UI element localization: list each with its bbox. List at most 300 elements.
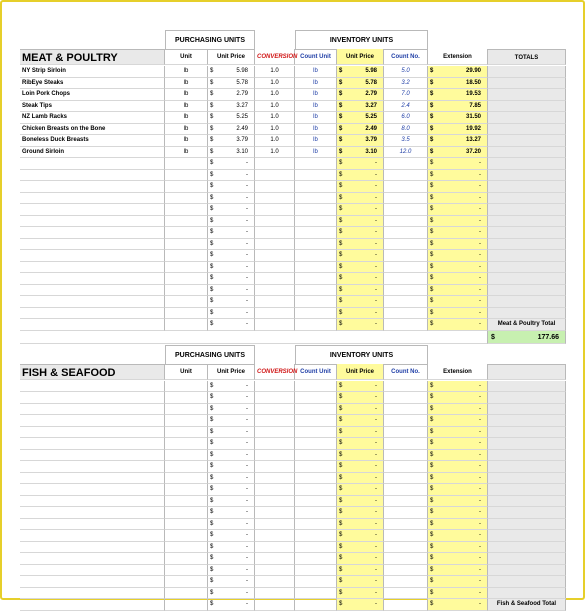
item-count-no[interactable]	[384, 530, 428, 542]
item-name[interactable]: RibEye Steaks	[20, 78, 165, 90]
section-total-value[interactable]	[488, 331, 566, 344]
item-count-unit[interactable]	[295, 530, 337, 542]
item-conversion[interactable]: 1.0	[255, 147, 295, 159]
item-unit[interactable]	[165, 170, 208, 182]
item-unit[interactable]	[165, 239, 208, 251]
col-extension-header[interactable]: Extension	[428, 364, 488, 380]
item-extension[interactable]	[428, 193, 488, 205]
item-unit[interactable]	[165, 308, 208, 320]
item-unit-price[interactable]	[208, 181, 255, 193]
item-name[interactable]	[20, 553, 165, 565]
item-extension[interactable]	[428, 135, 488, 147]
item-count-no[interactable]: 8.0	[384, 124, 428, 136]
item-unit-price[interactable]	[208, 427, 255, 439]
item-count-no[interactable]	[384, 296, 428, 308]
item-inv-unit-price[interactable]	[337, 181, 384, 193]
col-count-unit-header[interactable]: Count Unit	[295, 364, 337, 380]
item-name[interactable]	[20, 565, 165, 577]
item-unit-price[interactable]	[208, 461, 255, 473]
item-conversion[interactable]	[255, 553, 295, 565]
item-extension[interactable]	[428, 158, 488, 170]
item-conversion[interactable]	[255, 273, 295, 285]
item-count-unit[interactable]: lb	[295, 89, 337, 101]
item-extension[interactable]	[428, 599, 488, 611]
item-unit-price[interactable]	[208, 404, 255, 416]
item-count-no[interactable]	[384, 496, 428, 508]
item-name[interactable]	[20, 158, 165, 170]
item-unit-price[interactable]	[208, 170, 255, 182]
section-title[interactable]: MEAT & POULTRY	[20, 49, 165, 65]
item-unit[interactable]	[165, 262, 208, 274]
item-inv-unit-price[interactable]	[337, 78, 384, 90]
item-count-unit[interactable]	[295, 285, 337, 297]
item-name[interactable]	[20, 181, 165, 193]
item-unit[interactable]	[165, 461, 208, 473]
item-name[interactable]: Boneless Duck Breasts	[20, 135, 165, 147]
item-name[interactable]	[20, 296, 165, 308]
item-conversion[interactable]	[255, 319, 295, 331]
item-inv-unit-price[interactable]	[337, 89, 384, 101]
col-unit-price-header[interactable]: Unit Price	[208, 49, 255, 65]
item-conversion[interactable]	[255, 507, 295, 519]
item-name[interactable]	[20, 227, 165, 239]
item-name[interactable]	[20, 239, 165, 251]
item-unit[interactable]: lb	[165, 66, 208, 78]
item-extension[interactable]	[428, 542, 488, 554]
item-name[interactable]: Loin Pork Chops	[20, 89, 165, 101]
item-inv-unit-price[interactable]	[337, 227, 384, 239]
item-unit-price[interactable]	[208, 576, 255, 588]
item-count-no[interactable]: 3.2	[384, 78, 428, 90]
item-count-unit[interactable]	[295, 181, 337, 193]
item-inv-unit-price[interactable]	[337, 112, 384, 124]
item-extension[interactable]	[428, 124, 488, 136]
item-unit[interactable]	[165, 181, 208, 193]
item-unit-price[interactable]	[208, 530, 255, 542]
item-name[interactable]	[20, 542, 165, 554]
item-unit[interactable]	[165, 427, 208, 439]
item-extension[interactable]	[428, 170, 488, 182]
item-count-unit[interactable]	[295, 461, 337, 473]
item-count-no[interactable]	[384, 415, 428, 427]
item-count-unit[interactable]	[295, 227, 337, 239]
item-unit[interactable]	[165, 193, 208, 205]
item-extension[interactable]	[428, 496, 488, 508]
item-conversion[interactable]	[255, 381, 295, 393]
item-unit-price[interactable]	[208, 147, 255, 159]
item-unit[interactable]	[165, 484, 208, 496]
item-conversion[interactable]	[255, 542, 295, 554]
item-count-no[interactable]	[384, 588, 428, 600]
item-inv-unit-price[interactable]	[337, 285, 384, 297]
item-inv-unit-price[interactable]	[337, 496, 384, 508]
item-extension[interactable]	[428, 112, 488, 124]
item-unit[interactable]	[165, 381, 208, 393]
item-count-no[interactable]	[384, 227, 428, 239]
item-extension[interactable]	[428, 216, 488, 228]
item-unit[interactable]	[165, 250, 208, 262]
item-name[interactable]	[20, 496, 165, 508]
item-count-no[interactable]: 12.0	[384, 147, 428, 159]
item-name[interactable]	[20, 262, 165, 274]
item-inv-unit-price[interactable]	[337, 450, 384, 462]
item-count-no[interactable]	[384, 319, 428, 331]
item-count-no[interactable]	[384, 473, 428, 485]
item-count-unit[interactable]	[295, 381, 337, 393]
item-conversion[interactable]	[255, 285, 295, 297]
item-name[interactable]	[20, 450, 165, 462]
item-inv-unit-price[interactable]	[337, 507, 384, 519]
item-count-unit[interactable]: lb	[295, 124, 337, 136]
item-inv-unit-price[interactable]	[337, 193, 384, 205]
item-count-no[interactable]: 3.5	[384, 135, 428, 147]
item-inv-unit-price[interactable]	[337, 576, 384, 588]
item-count-unit[interactable]	[295, 319, 337, 331]
item-unit-price[interactable]	[208, 438, 255, 450]
item-unit-price[interactable]	[208, 204, 255, 216]
item-count-unit[interactable]	[295, 170, 337, 182]
item-name[interactable]	[20, 193, 165, 205]
col-conversion-header[interactable]: CONVERSION	[255, 49, 295, 65]
item-count-unit[interactable]	[295, 193, 337, 205]
item-unit-price[interactable]	[208, 473, 255, 485]
item-count-no[interactable]	[384, 519, 428, 531]
item-unit-price[interactable]	[208, 227, 255, 239]
item-count-no[interactable]	[384, 262, 428, 274]
item-unit[interactable]	[165, 296, 208, 308]
item-count-no[interactable]	[384, 170, 428, 182]
item-extension[interactable]	[428, 565, 488, 577]
col-count-no-header[interactable]: Count No.	[384, 364, 428, 380]
item-name[interactable]	[20, 319, 165, 331]
item-inv-unit-price[interactable]	[337, 262, 384, 274]
item-extension[interactable]	[428, 415, 488, 427]
item-name[interactable]: Ground Sirloin	[20, 147, 165, 159]
item-name[interactable]	[20, 576, 165, 588]
item-unit[interactable]	[165, 507, 208, 519]
item-count-unit[interactable]	[295, 507, 337, 519]
item-extension[interactable]	[428, 285, 488, 297]
item-unit-price[interactable]	[208, 250, 255, 262]
item-conversion[interactable]	[255, 392, 295, 404]
item-conversion[interactable]	[255, 204, 295, 216]
item-inv-unit-price[interactable]	[337, 147, 384, 159]
item-unit[interactable]	[165, 473, 208, 485]
item-unit-price[interactable]	[208, 565, 255, 577]
item-inv-unit-price[interactable]	[337, 565, 384, 577]
item-count-unit[interactable]	[295, 588, 337, 600]
item-unit-price[interactable]	[208, 66, 255, 78]
item-name[interactable]	[20, 599, 165, 611]
item-extension[interactable]	[428, 450, 488, 462]
item-count-no[interactable]	[384, 285, 428, 297]
item-unit[interactable]	[165, 285, 208, 297]
item-count-unit[interactable]: lb	[295, 135, 337, 147]
item-count-no[interactable]	[384, 507, 428, 519]
item-name[interactable]: NY Strip Sirloin	[20, 66, 165, 78]
item-count-unit[interactable]	[295, 450, 337, 462]
item-count-unit[interactable]	[295, 239, 337, 251]
item-unit[interactable]	[165, 542, 208, 554]
item-extension[interactable]	[428, 273, 488, 285]
item-name[interactable]	[20, 170, 165, 182]
item-extension[interactable]	[428, 427, 488, 439]
item-count-unit[interactable]: lb	[295, 112, 337, 124]
item-inv-unit-price[interactable]	[337, 553, 384, 565]
item-unit[interactable]	[165, 392, 208, 404]
item-unit[interactable]: lb	[165, 147, 208, 159]
item-unit[interactable]	[165, 204, 208, 216]
item-unit[interactable]	[165, 588, 208, 600]
item-count-no[interactable]	[384, 204, 428, 216]
item-unit[interactable]	[165, 553, 208, 565]
col-extension-header[interactable]: Extension	[428, 49, 488, 65]
item-count-no[interactable]	[384, 273, 428, 285]
item-unit[interactable]	[165, 216, 208, 228]
item-count-unit[interactable]: lb	[295, 66, 337, 78]
item-count-unit[interactable]	[295, 565, 337, 577]
item-count-no[interactable]	[384, 308, 428, 320]
item-name[interactable]	[20, 588, 165, 600]
item-count-unit[interactable]: lb	[295, 147, 337, 159]
item-conversion[interactable]	[255, 308, 295, 320]
item-inv-unit-price[interactable]	[337, 296, 384, 308]
item-count-no[interactable]	[384, 427, 428, 439]
col-totals-header[interactable]: TOTALS	[488, 49, 566, 65]
item-inv-unit-price[interactable]	[337, 273, 384, 285]
section-title[interactable]: FISH & SEAFOOD	[20, 364, 165, 380]
item-unit[interactable]	[165, 530, 208, 542]
item-inv-unit-price[interactable]	[337, 250, 384, 262]
item-conversion[interactable]	[255, 565, 295, 577]
item-count-unit[interactable]	[295, 158, 337, 170]
item-name[interactable]: NZ Lamb Racks	[20, 112, 165, 124]
item-name[interactable]: Steak Tips	[20, 101, 165, 113]
item-name[interactable]	[20, 204, 165, 216]
item-unit-price[interactable]	[208, 542, 255, 554]
item-unit-price[interactable]	[208, 135, 255, 147]
item-inv-unit-price[interactable]	[337, 415, 384, 427]
item-conversion[interactable]	[255, 404, 295, 416]
item-name[interactable]	[20, 507, 165, 519]
item-extension[interactable]	[428, 404, 488, 416]
item-name[interactable]	[20, 308, 165, 320]
item-name[interactable]	[20, 216, 165, 228]
item-unit-price[interactable]	[208, 239, 255, 251]
item-count-unit[interactable]	[295, 496, 337, 508]
item-name[interactable]	[20, 427, 165, 439]
item-count-no[interactable]	[384, 438, 428, 450]
item-inv-unit-price[interactable]	[337, 473, 384, 485]
col-unit-header[interactable]: Unit	[165, 49, 208, 65]
item-count-unit[interactable]	[295, 576, 337, 588]
col-unit-price-header[interactable]: Unit Price	[208, 364, 255, 380]
item-count-unit[interactable]	[295, 404, 337, 416]
item-unit[interactable]	[165, 496, 208, 508]
item-name[interactable]	[20, 415, 165, 427]
item-conversion[interactable]	[255, 227, 295, 239]
col-count-no-header[interactable]: Count No.	[384, 49, 428, 65]
item-unit-price[interactable]	[208, 124, 255, 136]
item-count-no[interactable]	[384, 484, 428, 496]
item-conversion[interactable]: 1.0	[255, 78, 295, 90]
item-extension[interactable]	[428, 588, 488, 600]
item-conversion[interactable]	[255, 250, 295, 262]
item-unit[interactable]	[165, 450, 208, 462]
item-extension[interactable]	[428, 576, 488, 588]
item-unit[interactable]	[165, 599, 208, 611]
item-unit-price[interactable]	[208, 553, 255, 565]
item-unit[interactable]: lb	[165, 78, 208, 90]
item-extension[interactable]	[428, 181, 488, 193]
item-unit-price[interactable]	[208, 273, 255, 285]
item-conversion[interactable]: 1.0	[255, 124, 295, 136]
item-extension[interactable]	[428, 239, 488, 251]
item-unit-price[interactable]	[208, 415, 255, 427]
item-conversion[interactable]	[255, 170, 295, 182]
item-extension[interactable]	[428, 381, 488, 393]
item-conversion[interactable]: 1.0	[255, 66, 295, 78]
item-name[interactable]	[20, 381, 165, 393]
item-count-no[interactable]	[384, 542, 428, 554]
item-conversion[interactable]	[255, 427, 295, 439]
item-unit[interactable]: lb	[165, 89, 208, 101]
item-count-unit[interactable]	[295, 438, 337, 450]
item-conversion[interactable]	[255, 473, 295, 485]
item-extension[interactable]	[428, 438, 488, 450]
item-inv-unit-price[interactable]	[337, 101, 384, 113]
item-count-unit[interactable]	[295, 308, 337, 320]
item-count-no[interactable]	[384, 250, 428, 262]
item-count-unit[interactable]	[295, 216, 337, 228]
item-count-unit[interactable]	[295, 553, 337, 565]
item-unit[interactable]	[165, 565, 208, 577]
item-extension[interactable]	[428, 507, 488, 519]
item-count-no[interactable]	[384, 565, 428, 577]
item-unit-price[interactable]	[208, 112, 255, 124]
item-count-unit[interactable]	[295, 542, 337, 554]
item-count-no[interactable]	[384, 392, 428, 404]
item-extension[interactable]	[428, 89, 488, 101]
item-count-no[interactable]	[384, 239, 428, 251]
item-conversion[interactable]: 1.0	[255, 135, 295, 147]
item-unit-price[interactable]	[208, 285, 255, 297]
item-conversion[interactable]	[255, 438, 295, 450]
col-count-unit-header[interactable]: Count Unit	[295, 49, 337, 65]
item-count-no[interactable]	[384, 158, 428, 170]
item-inv-unit-price[interactable]	[337, 319, 384, 331]
item-count-no[interactable]	[384, 450, 428, 462]
item-count-no[interactable]	[384, 193, 428, 205]
item-conversion[interactable]	[255, 484, 295, 496]
item-unit[interactable]	[165, 415, 208, 427]
item-inv-unit-price[interactable]	[337, 461, 384, 473]
item-name[interactable]	[20, 392, 165, 404]
item-count-unit[interactable]	[295, 273, 337, 285]
item-conversion[interactable]	[255, 239, 295, 251]
item-inv-unit-price[interactable]	[337, 392, 384, 404]
item-count-unit[interactable]	[295, 392, 337, 404]
item-unit[interactable]	[165, 404, 208, 416]
item-unit[interactable]	[165, 438, 208, 450]
item-name[interactable]	[20, 461, 165, 473]
item-extension[interactable]	[428, 553, 488, 565]
item-name[interactable]	[20, 438, 165, 450]
item-count-no[interactable]: 7.0	[384, 89, 428, 101]
item-name[interactable]	[20, 273, 165, 285]
item-unit-price[interactable]	[208, 78, 255, 90]
item-conversion[interactable]: 1.0	[255, 101, 295, 113]
item-unit-price[interactable]	[208, 519, 255, 531]
item-extension[interactable]	[428, 204, 488, 216]
item-count-unit[interactable]: lb	[295, 78, 337, 90]
item-inv-unit-price[interactable]	[337, 216, 384, 228]
item-name[interactable]	[20, 250, 165, 262]
item-unit-price[interactable]	[208, 216, 255, 228]
item-unit-price[interactable]	[208, 507, 255, 519]
item-name[interactable]: Chicken Breasts on the Bone	[20, 124, 165, 136]
item-conversion[interactable]	[255, 158, 295, 170]
item-unit-price[interactable]	[208, 89, 255, 101]
item-extension[interactable]	[428, 392, 488, 404]
item-inv-unit-price[interactable]	[337, 542, 384, 554]
item-inv-unit-price[interactable]	[337, 204, 384, 216]
item-unit-price[interactable]	[208, 319, 255, 331]
item-name[interactable]	[20, 530, 165, 542]
item-extension[interactable]	[428, 147, 488, 159]
item-extension[interactable]	[428, 227, 488, 239]
item-extension[interactable]	[428, 319, 488, 331]
item-unit-price[interactable]	[208, 308, 255, 320]
item-inv-unit-price[interactable]	[337, 308, 384, 320]
item-conversion[interactable]	[255, 216, 295, 228]
item-inv-unit-price[interactable]	[337, 427, 384, 439]
item-unit[interactable]	[165, 273, 208, 285]
item-unit[interactable]: lb	[165, 124, 208, 136]
item-extension[interactable]	[428, 308, 488, 320]
item-unit[interactable]	[165, 519, 208, 531]
item-unit[interactable]: lb	[165, 112, 208, 124]
item-unit-price[interactable]	[208, 392, 255, 404]
item-count-no[interactable]	[384, 553, 428, 565]
section-total-label[interactable]: Fish & Seafood Total	[488, 599, 566, 611]
item-unit-price[interactable]	[208, 262, 255, 274]
item-unit-price[interactable]	[208, 450, 255, 462]
item-count-no[interactable]	[384, 599, 428, 611]
item-unit[interactable]	[165, 227, 208, 239]
item-name[interactable]	[20, 484, 165, 496]
item-inv-unit-price[interactable]	[337, 519, 384, 531]
item-unit-price[interactable]	[208, 101, 255, 113]
item-extension[interactable]	[428, 296, 488, 308]
item-count-unit[interactable]	[295, 296, 337, 308]
item-name[interactable]	[20, 404, 165, 416]
item-count-no[interactable]	[384, 181, 428, 193]
col-totals-header[interactable]	[488, 364, 566, 380]
item-extension[interactable]	[428, 473, 488, 485]
item-inv-unit-price[interactable]	[337, 170, 384, 182]
item-conversion[interactable]	[255, 599, 295, 611]
item-count-no[interactable]	[384, 381, 428, 393]
item-inv-unit-price[interactable]	[337, 530, 384, 542]
item-unit-price[interactable]	[208, 496, 255, 508]
item-conversion[interactable]	[255, 415, 295, 427]
item-extension[interactable]	[428, 66, 488, 78]
item-inv-unit-price[interactable]	[337, 124, 384, 136]
item-extension[interactable]	[428, 519, 488, 531]
item-inv-unit-price[interactable]	[337, 438, 384, 450]
item-inv-unit-price[interactable]	[337, 484, 384, 496]
